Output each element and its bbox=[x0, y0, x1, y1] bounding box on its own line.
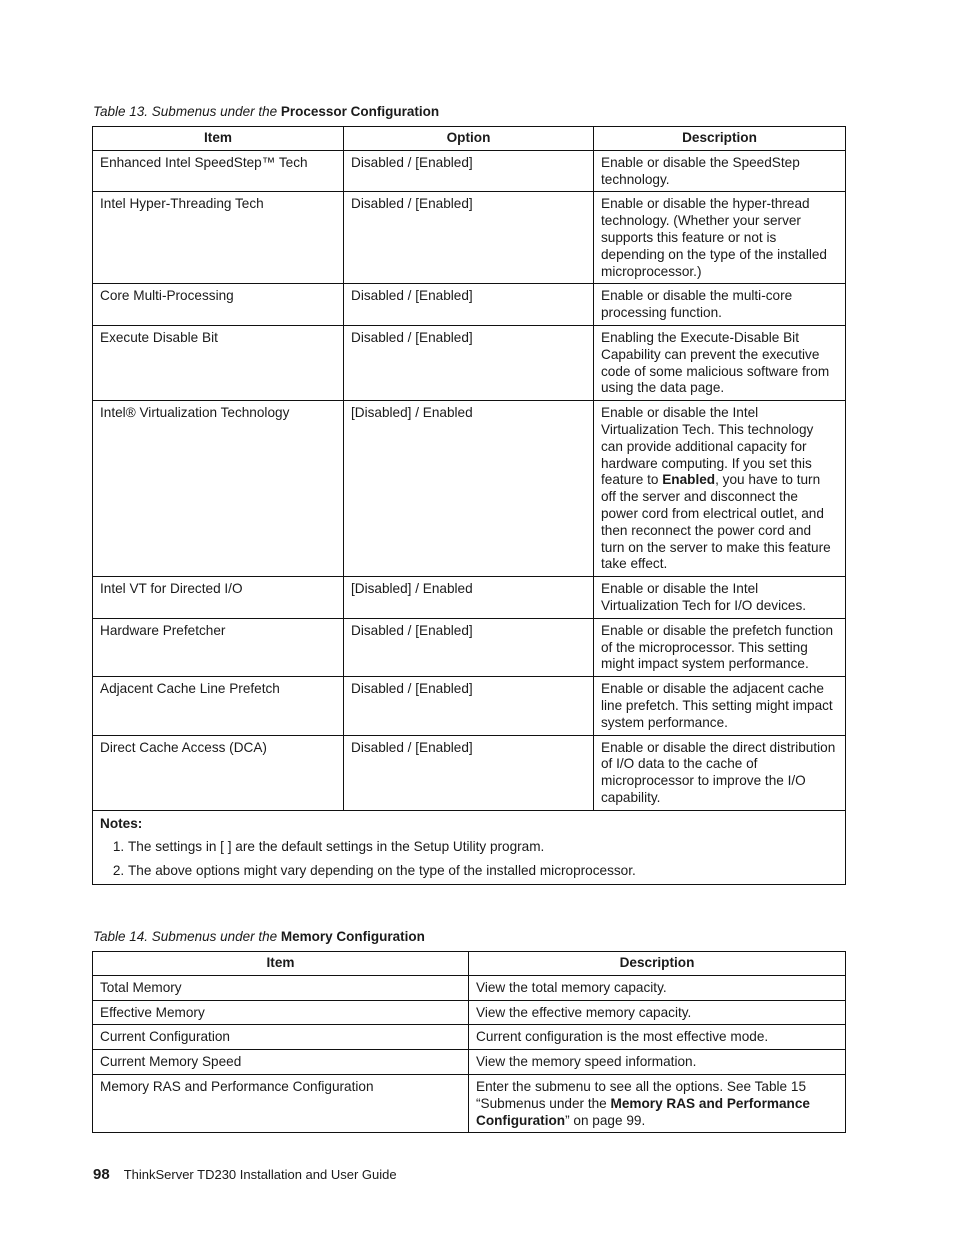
option-cell: [Disabled] / Enabled bbox=[344, 401, 594, 577]
table-row bbox=[93, 1025, 846, 1050]
table-row bbox=[93, 1050, 846, 1075]
item-cell: Intel® Virtualization Technology bbox=[93, 401, 344, 577]
column-header-description: Description bbox=[469, 952, 846, 976]
item-cell: Enhanced Intel SpeedStep™ Tech bbox=[93, 150, 344, 192]
description-cell: Enable or disable the SpeedStep technology. bbox=[594, 150, 846, 192]
option-cell: Disabled / [Enabled] bbox=[344, 735, 594, 810]
description-cell: Enabling the Execute-Disable Bit Capability can prevent the executive code of some malicious software from using the data page. bbox=[594, 325, 846, 400]
item-cell: Execute Disable Bit bbox=[93, 325, 344, 400]
table-row bbox=[93, 1074, 846, 1132]
note-item: 1. The settings in [ ] are the default settings in the Setup Utility program. bbox=[128, 839, 838, 856]
table-row bbox=[93, 150, 846, 192]
table-row bbox=[93, 577, 846, 619]
item-cell: Hardware Prefetcher bbox=[93, 618, 344, 676]
item-cell: Total Memory bbox=[93, 975, 469, 1000]
item-cell: Current Configuration bbox=[93, 1025, 469, 1050]
description-cell: Enable or disable the hyper-thread technology. (Whether your server supports this feature or not is depending on the type of the installed microprocessor.) bbox=[594, 192, 846, 284]
item-cell: Intel VT for Directed I/O bbox=[93, 577, 344, 619]
description-cell: Enable or disable the prefetch function of the microprocessor. This setting might impact system performance. bbox=[594, 618, 846, 676]
table-row bbox=[93, 1000, 846, 1025]
description-cell: Enable or disable the multi-core processing function. bbox=[594, 284, 846, 326]
footer-title: ThinkServer TD230 Installation and User Guide bbox=[123, 1167, 397, 1182]
item-cell: Current Memory Speed bbox=[93, 1050, 469, 1075]
description-cell: Enable or disable the Intel Virtualization Tech. This technology can provide additional capacity for hardware computing. If you set this feature to Enabled, you have to turn off the server and disconnect the power cord from electrical outlet, and then reconnect the power cord and turn on the server to make this feature take effect. bbox=[594, 401, 846, 577]
option-cell: Disabled / [Enabled] bbox=[344, 618, 594, 676]
column-header-option: Option bbox=[344, 127, 594, 151]
description-cell: View the total memory capacity. bbox=[469, 975, 846, 1000]
table-row bbox=[93, 735, 846, 810]
bold-term: Enabled bbox=[662, 472, 716, 488]
table-row bbox=[93, 975, 846, 1000]
note-item: 2. The above options might vary depending on the type of the installed microprocessor. bbox=[128, 863, 838, 880]
table-row bbox=[93, 284, 846, 326]
notes-cell bbox=[93, 810, 846, 884]
item-cell: Core Multi-Processing bbox=[93, 284, 344, 326]
description-cell: Enter the submenu to see all the options. See Table 15 “Submenus under the Memory RAS and Performance Configuration” on page 99. bbox=[469, 1074, 846, 1132]
description-cell: View the effective memory capacity. bbox=[469, 1000, 846, 1025]
item-cell: Memory RAS and Performance Configuration bbox=[93, 1074, 469, 1132]
option-cell: Disabled / [Enabled] bbox=[344, 325, 594, 400]
processor-config-table bbox=[92, 126, 846, 885]
table-row bbox=[93, 677, 846, 735]
notes-title: Notes: bbox=[100, 815, 143, 831]
option-cell: Disabled / [Enabled] bbox=[344, 150, 594, 192]
memory-config-table bbox=[92, 951, 846, 1133]
column-header-item: Item bbox=[93, 127, 344, 151]
description-cell: Enable or disable the adjacent cache line prefetch. This setting might impact system performance. bbox=[594, 677, 846, 735]
column-header-item: Item bbox=[93, 952, 469, 976]
description-cell: Enable or disable the direct distribution of I/O data to the cache of microprocessor to improve the I/O capability. bbox=[594, 735, 846, 810]
table-row bbox=[93, 618, 846, 676]
description-cell: View the memory speed information. bbox=[469, 1050, 846, 1075]
bold-term: Memory RAS and Performance Configuration bbox=[476, 1095, 810, 1128]
item-cell: Direct Cache Access (DCA) bbox=[93, 735, 344, 810]
column-header-description: Description bbox=[594, 127, 846, 151]
table13-caption: Table 13. Submenus under the Processor Configuration bbox=[93, 104, 440, 119]
description-cell: Current configuration is the most effective mode. bbox=[469, 1025, 846, 1050]
table-row bbox=[93, 192, 846, 284]
option-cell: Disabled / [Enabled] bbox=[344, 677, 594, 735]
option-cell: Disabled / [Enabled] bbox=[344, 284, 594, 326]
table-header-row bbox=[93, 952, 846, 976]
table-row bbox=[93, 401, 846, 577]
page-footer bbox=[93, 1166, 397, 1183]
notes-row bbox=[93, 810, 846, 884]
table-header-row bbox=[93, 127, 846, 151]
option-cell: Disabled / [Enabled] bbox=[344, 192, 594, 284]
table14-caption: Table 14. Submenus under the Memory Configuration bbox=[93, 929, 425, 944]
table-row bbox=[93, 325, 846, 400]
option-cell: [Disabled] / Enabled bbox=[344, 577, 594, 619]
item-cell: Adjacent Cache Line Prefetch bbox=[93, 677, 344, 735]
page-number: 98 bbox=[93, 1166, 110, 1183]
item-cell: Intel Hyper-Threading Tech bbox=[93, 192, 344, 284]
item-cell: Effective Memory bbox=[93, 1000, 469, 1025]
description-cell: Enable or disable the Intel Virtualization Tech for I/O devices. bbox=[594, 577, 846, 619]
notes-list bbox=[100, 839, 838, 880]
